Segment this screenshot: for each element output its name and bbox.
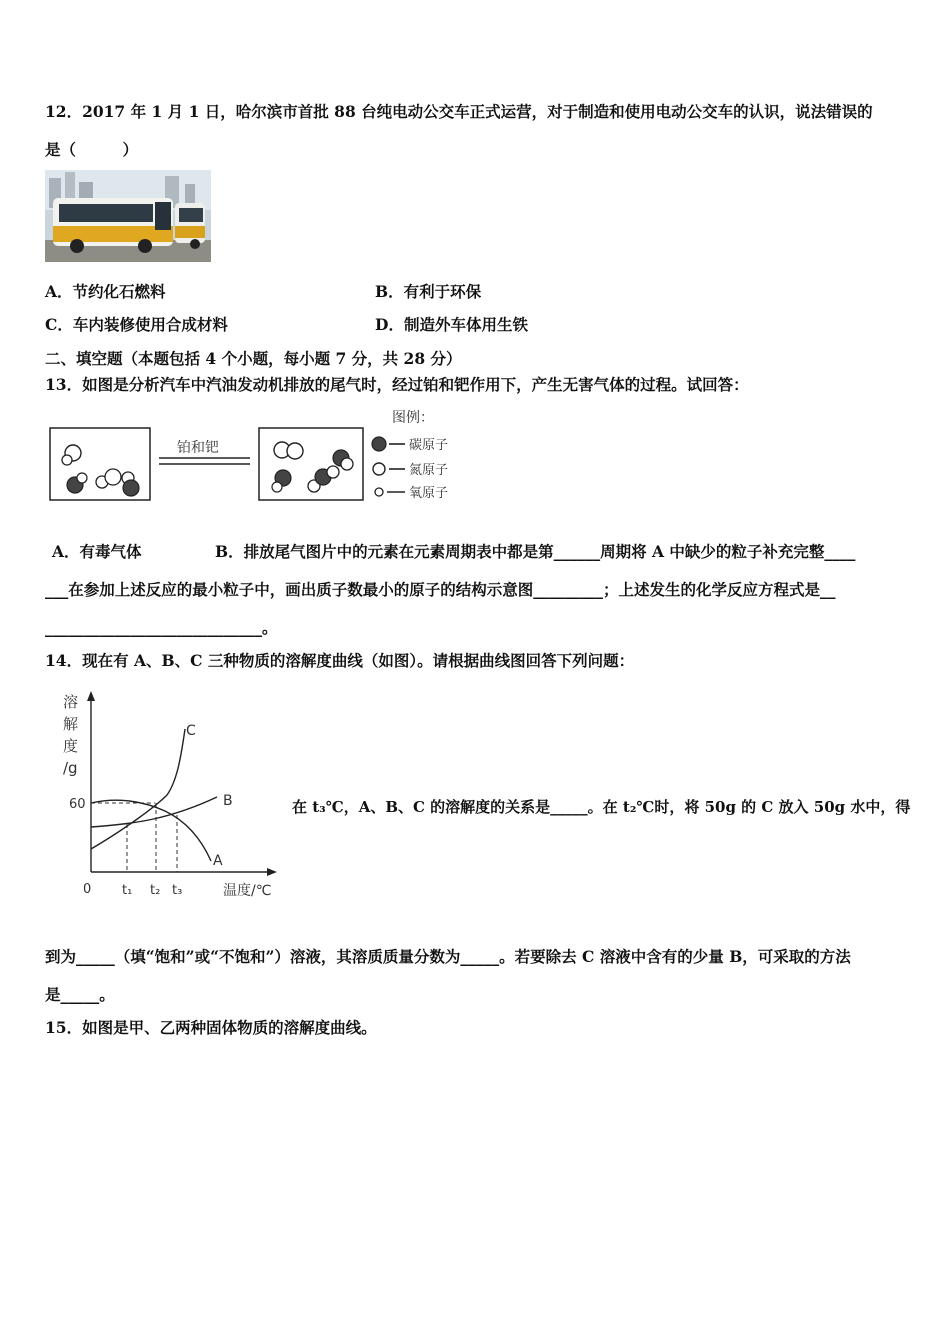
q13-line3: ____________________________。	[45, 618, 278, 637]
legend-carbon: 碳原子	[409, 438, 449, 453]
legend-nitrogen-marker	[373, 463, 385, 475]
x-axis-label: 温度/℃	[223, 883, 272, 899]
section2-heading: 二、填空题（本题包括 4 个小题，每小题 7 分，共 28 分）	[45, 349, 462, 368]
legend-title: 图例：	[392, 410, 434, 426]
catalyst-label: 铂和钯	[177, 440, 219, 456]
reaction-diagram	[45, 400, 475, 510]
curve-b-label: B	[223, 793, 233, 809]
legend-carbon-marker	[372, 437, 386, 451]
legend-oxygen: 氧原子	[409, 486, 449, 501]
electric-bus-photo	[45, 170, 211, 262]
q14-line2: 到为_____（填“饱和”或“不饱和”）溶液，其溶质质量分数为_____。若要除去 C 溶液中含有的少量 B，可采取的方法	[45, 947, 851, 966]
x-tick-t2: t₂	[150, 883, 161, 898]
y-label-char-1: 溶	[63, 693, 79, 711]
q12-option-c: C．车内装修使用合成材料	[45, 315, 228, 334]
q14-side-text: 在 t₃℃，A、B、C 的溶解度的关系是_____。在 t₂℃时，将 50g 的 C 放入 50g 水中，得	[292, 798, 911, 816]
q13-line1-b: B．排放尾气图片中的元素在元素周期表中都是第______周期将 A 中缺少的粒子补充完整____	[215, 542, 856, 561]
y-tick-60: 60	[69, 797, 86, 812]
q12-option-d: D．制造外车体用生铁	[375, 315, 528, 334]
q12-option-a: A．节约化石燃料	[45, 282, 166, 301]
q12-line1: 12．2017 年 1 月 1 日，哈尔滨市首批 88 台纯电动公交车正式运营，对于制造和使用电动公交车的认识，说法错误的	[45, 102, 873, 121]
q13-line2: ___在参加上述反应的最小粒子中，画出质子数最小的原子的结构示意图_________；上述发生的化学反应方程式是__	[45, 580, 836, 599]
y-label-char-3: 度	[63, 737, 79, 755]
q12-line2: 是（ ）	[45, 140, 139, 159]
y-label-char-4: /g	[63, 759, 78, 777]
y-label-char-2: 解	[63, 715, 79, 733]
x-tick-t1: t₁	[122, 883, 133, 898]
q13-intro: 13．如图是分析汽车中汽油发动机排放的尾气时，经过铂和钯作用下，产生无害气体的过程。试回答：	[45, 375, 749, 394]
legend-nitrogen: 氮原子	[409, 463, 449, 478]
q14-line3: 是_____。	[45, 985, 115, 1004]
x-tick-t3: t₃	[172, 883, 183, 898]
curve-b	[91, 797, 217, 827]
curve-a-label: A	[213, 853, 223, 869]
curve-c	[91, 729, 185, 849]
q14-intro: 14．现在有 A、B、C 三种物质的溶解度曲线（如图）。请根据曲线图回答下列问题：	[45, 651, 635, 670]
q12-option-b: B．有利于环保	[375, 282, 482, 301]
q15-intro: 15．如图是甲、乙两种固体物质的溶解度曲线。	[45, 1018, 377, 1037]
origin-label: 0	[83, 882, 92, 897]
legend-oxygen-marker	[375, 488, 383, 496]
q13-line1-a: A．有毒气体	[52, 542, 142, 561]
solubility-curve-graph	[55, 685, 290, 900]
curve-c-label: C	[186, 723, 196, 739]
